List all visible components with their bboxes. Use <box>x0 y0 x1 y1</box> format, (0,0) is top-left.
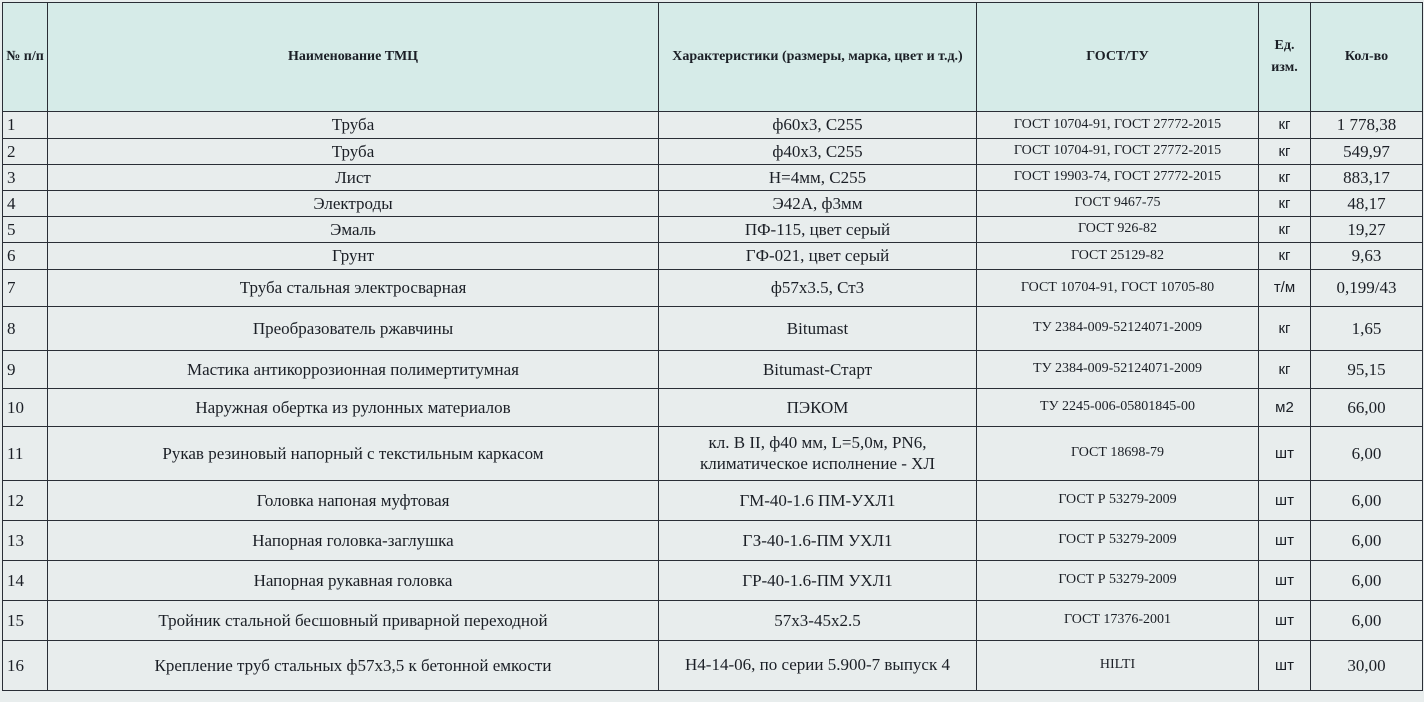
cell-name: Электроды <box>48 191 659 217</box>
cell-gost: ГОСТ 926-82 <box>977 217 1259 243</box>
cell-name: Труба <box>48 112 659 139</box>
cell-name: Тройник стальной бесшовный приварной переходной <box>48 601 659 641</box>
cell-name: Наружная обертка из рулонных материалов <box>48 389 659 427</box>
cell-spec: Bitumast <box>659 307 977 351</box>
cell-name: Грунт <box>48 243 659 270</box>
cell-spec: ф60х3, С255 <box>659 112 977 139</box>
cell-qty: 95,15 <box>1311 351 1423 389</box>
cell-unit: кг <box>1259 243 1311 270</box>
cell-unit: кг <box>1259 307 1311 351</box>
cell-gost: ГОСТ Р 53279-2009 <box>977 481 1259 521</box>
cell-spec: кл. В II, ф40 мм, L=5,0м, PN6, климатическое исполнение - ХЛ <box>659 427 977 481</box>
cell-num: 11 <box>3 427 48 481</box>
cell-spec: Э42А, ф3мм <box>659 191 977 217</box>
cell-num: 6 <box>3 243 48 270</box>
cell-qty: 6,00 <box>1311 521 1423 561</box>
header-row <box>3 3 1423 112</box>
cell-name: Рукав резиновый напорный с текстильным каркасом <box>48 427 659 481</box>
materials-table <box>2 2 1423 691</box>
cell-num: 8 <box>3 307 48 351</box>
cell-num: 7 <box>3 270 48 307</box>
cell-spec: ПЭКОМ <box>659 389 977 427</box>
table-row <box>3 351 1423 389</box>
table-row <box>3 561 1423 601</box>
cell-qty: 549,97 <box>1311 139 1423 165</box>
cell-gost: ТУ 2384-009-52124071-2009 <box>977 307 1259 351</box>
header-num: № п/п <box>3 3 48 112</box>
cell-num: 9 <box>3 351 48 389</box>
cell-gost: ГОСТ 18698-79 <box>977 427 1259 481</box>
cell-unit: шт <box>1259 481 1311 521</box>
cell-gost: ТУ 2384-009-52124071-2009 <box>977 351 1259 389</box>
header-qty: Кол-во <box>1311 3 1423 112</box>
cell-gost: ГОСТ Р 53279-2009 <box>977 521 1259 561</box>
table-row <box>3 389 1423 427</box>
cell-unit: шт <box>1259 521 1311 561</box>
cell-num: 12 <box>3 481 48 521</box>
cell-gost: ГОСТ 17376-2001 <box>977 601 1259 641</box>
table-row <box>3 139 1423 165</box>
table-row <box>3 307 1423 351</box>
table-row <box>3 217 1423 243</box>
cell-num: 1 <box>3 112 48 139</box>
cell-spec: ф57х3.5, Ст3 <box>659 270 977 307</box>
cell-name: Труба <box>48 139 659 165</box>
header-gost: ГОСТ/ТУ <box>977 3 1259 112</box>
cell-qty: 19,27 <box>1311 217 1423 243</box>
cell-spec: Bitumast-Старт <box>659 351 977 389</box>
cell-qty: 66,00 <box>1311 389 1423 427</box>
header-unit: Ед. изм. <box>1259 3 1311 112</box>
cell-qty: 883,17 <box>1311 165 1423 191</box>
cell-gost: ГОСТ 25129-82 <box>977 243 1259 270</box>
cell-qty: 1 778,38 <box>1311 112 1423 139</box>
cell-qty: 6,00 <box>1311 427 1423 481</box>
table-row <box>3 243 1423 270</box>
cell-num: 2 <box>3 139 48 165</box>
cell-qty: 6,00 <box>1311 561 1423 601</box>
cell-unit: кг <box>1259 165 1311 191</box>
cell-spec: ПФ-115, цвет серый <box>659 217 977 243</box>
cell-name: Лист <box>48 165 659 191</box>
cell-spec: Н4-14-06, по серии 5.900-7 выпуск 4 <box>659 641 977 691</box>
cell-unit: м2 <box>1259 389 1311 427</box>
cell-num: 14 <box>3 561 48 601</box>
cell-num: 10 <box>3 389 48 427</box>
cell-spec: ГР-40-1.6-ПМ УХЛ1 <box>659 561 977 601</box>
cell-gost: ГОСТ Р 53279-2009 <box>977 561 1259 601</box>
cell-gost: ГОСТ 10704-91, ГОСТ 27772-2015 <box>977 112 1259 139</box>
cell-name: Напорная головка-заглушка <box>48 521 659 561</box>
header-spec: Характеристики (размеры, марка, цвет и т.д.) <box>659 3 977 112</box>
cell-name: Преобразователь ржавчины <box>48 307 659 351</box>
table-row <box>3 270 1423 307</box>
cell-unit: кг <box>1259 191 1311 217</box>
cell-qty: 48,17 <box>1311 191 1423 217</box>
cell-qty: 0,199/43 <box>1311 270 1423 307</box>
cell-unit: кг <box>1259 139 1311 165</box>
cell-gost: ТУ 2245-006-05801845-00 <box>977 389 1259 427</box>
table-row <box>3 112 1423 139</box>
cell-name: Мастика антикоррозионная полимертитумная <box>48 351 659 389</box>
cell-gost: HILTI <box>977 641 1259 691</box>
cell-qty: 6,00 <box>1311 601 1423 641</box>
table-row <box>3 165 1423 191</box>
cell-num: 3 <box>3 165 48 191</box>
cell-num: 4 <box>3 191 48 217</box>
table-row <box>3 521 1423 561</box>
cell-spec: ГЗ-40-1.6-ПМ УХЛ1 <box>659 521 977 561</box>
cell-num: 13 <box>3 521 48 561</box>
cell-qty: 30,00 <box>1311 641 1423 691</box>
cell-qty: 6,00 <box>1311 481 1423 521</box>
cell-spec: ГМ-40-1.6 ПМ-УХЛ1 <box>659 481 977 521</box>
table-row <box>3 427 1423 481</box>
cell-unit: шт <box>1259 427 1311 481</box>
cell-qty: 9,63 <box>1311 243 1423 270</box>
cell-spec: Н=4мм, С255 <box>659 165 977 191</box>
cell-name: Головка напоная муфтовая <box>48 481 659 521</box>
cell-num: 5 <box>3 217 48 243</box>
cell-unit: кг <box>1259 217 1311 243</box>
header-name: Наименование ТМЦ <box>48 3 659 112</box>
cell-name: Крепление труб стальных ф57х3,5 к бетонной емкости <box>48 641 659 691</box>
cell-num: 16 <box>3 641 48 691</box>
table-row <box>3 191 1423 217</box>
cell-name: Напорная рукавная головка <box>48 561 659 601</box>
cell-spec: ф40х3, С255 <box>659 139 977 165</box>
cell-unit: кг <box>1259 351 1311 389</box>
cell-spec: 57х3-45х2.5 <box>659 601 977 641</box>
cell-unit: шт <box>1259 601 1311 641</box>
cell-name: Эмаль <box>48 217 659 243</box>
cell-gost: ГОСТ 10704-91, ГОСТ 10705-80 <box>977 270 1259 307</box>
table-row <box>3 641 1423 691</box>
cell-gost: ГОСТ 10704-91, ГОСТ 27772-2015 <box>977 139 1259 165</box>
cell-unit: кг <box>1259 112 1311 139</box>
cell-unit: т/м <box>1259 270 1311 307</box>
cell-qty: 1,65 <box>1311 307 1423 351</box>
cell-unit: шт <box>1259 641 1311 691</box>
cell-unit: шт <box>1259 561 1311 601</box>
cell-name: Труба стальная электросварная <box>48 270 659 307</box>
cell-spec: ГФ-021, цвет серый <box>659 243 977 270</box>
table-row <box>3 601 1423 641</box>
cell-num: 15 <box>3 601 48 641</box>
cell-gost: ГОСТ 19903-74, ГОСТ 27772-2015 <box>977 165 1259 191</box>
cell-gost: ГОСТ 9467-75 <box>977 191 1259 217</box>
table-row <box>3 481 1423 521</box>
